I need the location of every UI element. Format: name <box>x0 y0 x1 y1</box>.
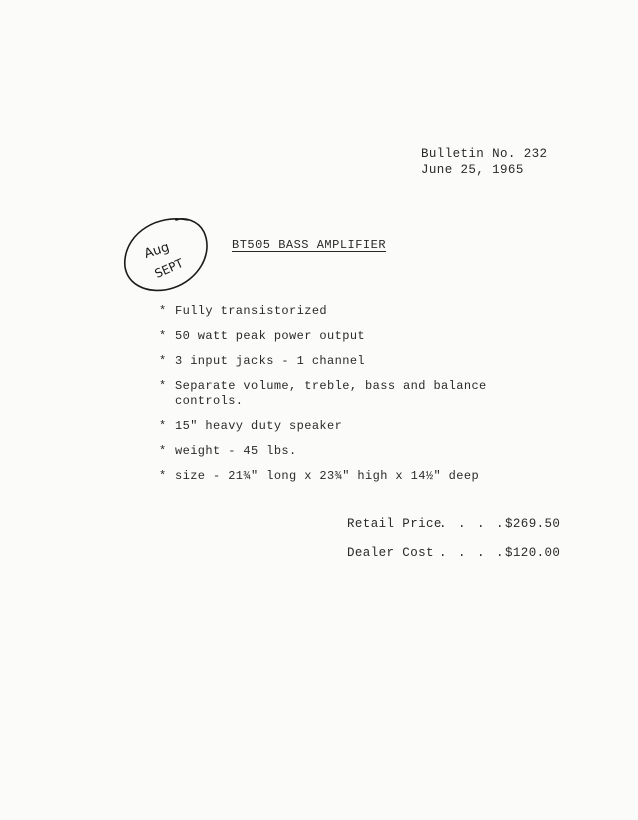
stamp-text-aug: Aug <box>142 239 172 262</box>
bullet-star: * <box>159 354 167 368</box>
bullet-star: * <box>159 444 167 458</box>
stamp-text-sept: SEPT <box>152 256 186 281</box>
feature-text: Fully transistorized <box>175 304 328 318</box>
retail-price-label: Retail Price <box>347 517 442 531</box>
bullet-star: * <box>159 419 167 433</box>
feature-text: size - 21¾" long x 23¾" high x 14½" deep <box>175 469 480 483</box>
bulletin-number: Bulletin No. 232 <box>421 147 548 161</box>
dealer-cost-dots: . . . . <box>439 546 506 560</box>
bulletin-header <box>421 146 547 178</box>
feature-item <box>159 304 487 319</box>
retail-price-dots: . . . . <box>439 517 506 531</box>
dealer-cost-value: $120.00 <box>505 546 561 560</box>
feature-text-continued: controls. <box>175 394 244 408</box>
feature-text: 15" heavy duty speaker <box>175 419 343 433</box>
bullet-star: * <box>159 379 167 393</box>
retail-price-row <box>347 517 565 533</box>
feature-item <box>159 469 487 484</box>
bulletin-date: June 25, 1965 <box>421 163 524 177</box>
feature-text: Separate volume, treble, bass and balance <box>175 379 487 393</box>
handwritten-stamp <box>118 214 216 298</box>
feature-text: 3 input jacks - 1 channel <box>175 354 366 368</box>
product-title: BT505 BASS AMPLIFIER <box>232 238 387 252</box>
stamp-circle-icon <box>118 214 216 298</box>
feature-item <box>159 379 487 409</box>
feature-item <box>159 419 487 434</box>
bullet-star: * <box>159 469 167 483</box>
dealer-cost-row <box>347 546 565 562</box>
feature-text: 50 watt peak power output <box>175 329 366 343</box>
feature-list <box>159 304 487 494</box>
feature-text: weight - 45 lbs. <box>175 444 297 458</box>
retail-price-value: $269.50 <box>505 517 561 531</box>
feature-item <box>159 444 487 459</box>
bullet-star: * <box>159 329 167 343</box>
feature-item <box>159 329 487 344</box>
pricing-block <box>347 517 565 575</box>
dealer-cost-label: Dealer Cost <box>347 546 434 560</box>
feature-item <box>159 354 487 369</box>
bullet-star: * <box>159 304 167 318</box>
